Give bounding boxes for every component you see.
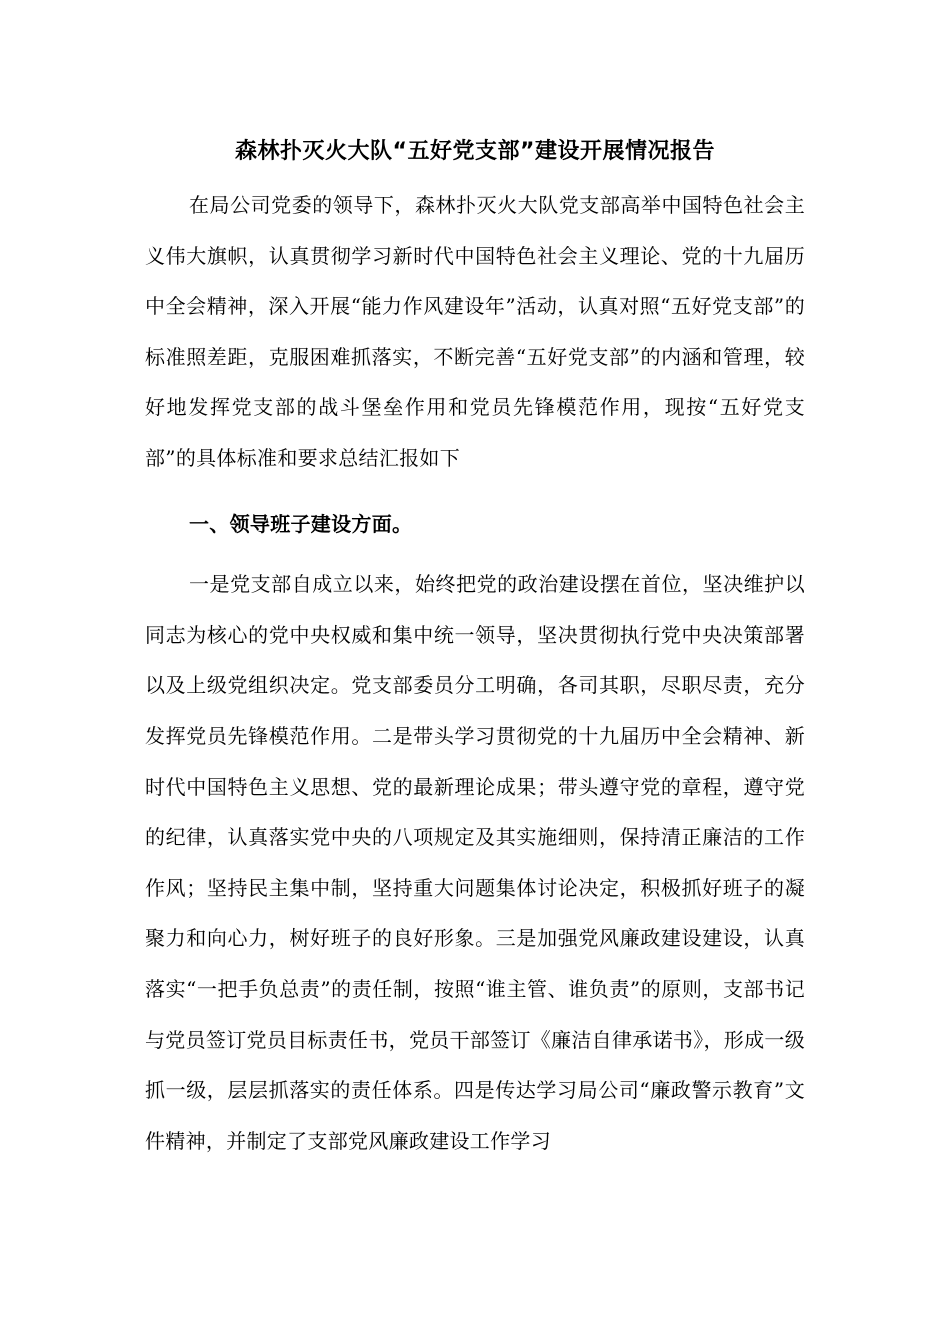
section-body-leadership: 一是党支部自成立以来，始终把党的政治建设摆在首位，坚决维护以同志为核心的党中央权威和集中统一领导，坚决贯彻执行党中央决策部署以及上级党组织决定。党支部委员分工明确，各司其职，尽职尽责，充分发挥党员先锋模范作用。二是带头学习贯彻党的十九届历中全会精神、新时代中国特色主义思想、党的最新理论成果；带头遵守党的章程，遵守党的纪律，认真落实党中央的八项规定及其实施细则，保持清正廉洁的工作作风；坚持民主集中制，坚持重大问题集体讨论决定，积极抓好班子的凝聚力和向心力，树好班子的良好形象。三是加强党风廉政建设建设，认真落实“一把手负总责”的责任制，按照“谁主管、谁负责”的原则，支部书记与党员签订党员目标责任书，党员干部签订《廉洁自律承诺书》，形成一级抓一级，层层抓落实的责任体系。四是传达学习局公司“廉政警示教育”文件精神，并制定了支部党风廉政建设工作学习 xyxy=(145,572,805,1153)
document-title: 森林扑灭火大队“五好党支部”建设开展情况报告 xyxy=(235,139,715,164)
intro-paragraph: 在局公司党委的领导下，森林扑灭火大队党支部高举中国特色社会主义伟大旗帜，认真贯彻学习新时代中国特色社会主义理论、党的十九届历中全会精神，深入开展“能力作风建设年”活动，认真对照“五好党支部”的标准照差距，克服困难抓落实，不断完善“五好党支部”的内涵和管理，较好地发挥党支部的战斗堡垒作用和党员先锋模范作用，现按“五好党支部”的具体标准和要求总结汇报如下 xyxy=(145,193,805,470)
document-body xyxy=(145,180,805,1166)
section-heading-leadership: 一、领导班子建设方面。 xyxy=(189,511,413,536)
